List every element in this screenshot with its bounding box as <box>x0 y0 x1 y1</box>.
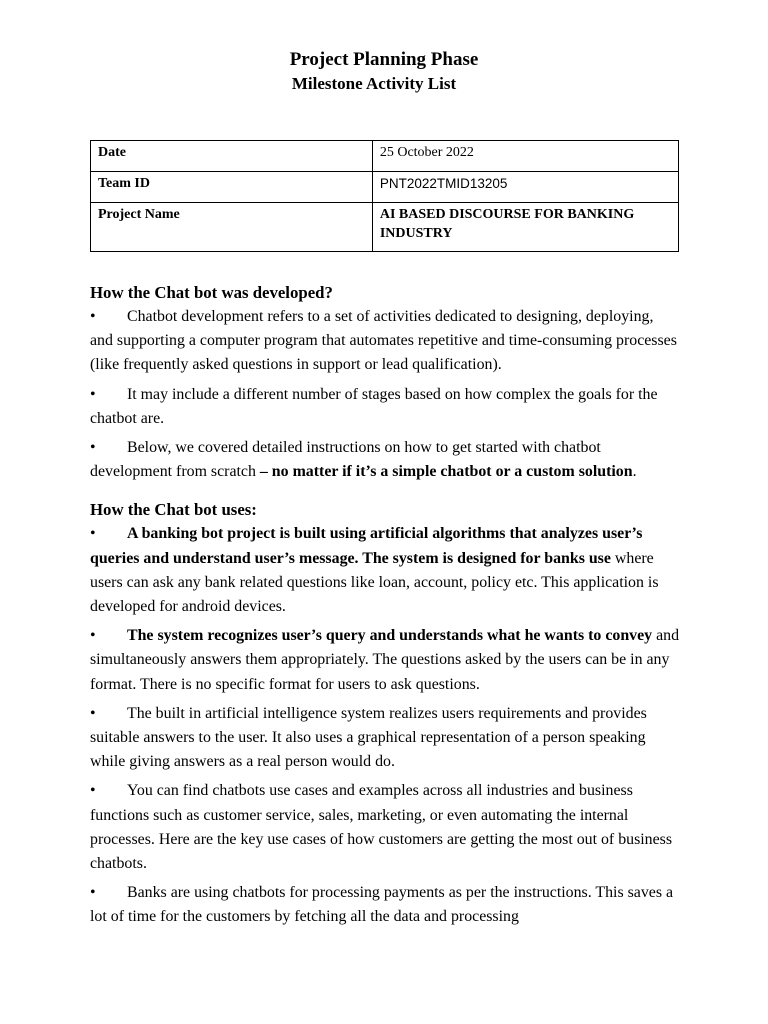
table-row-date <box>91 141 679 172</box>
bullet-icon: • <box>90 385 96 403</box>
paragraph-text: where users can ask any bank related questions like loan, account, policy etc. This application is developed for android devices. <box>90 549 659 616</box>
paragraph-text: Banks are using chatbots for processing payments as per the instructions. This saves a lot of time for the customers by fetching all the data and processing <box>90 884 674 926</box>
section-heading-development: How the Chat bot was developed? <box>90 283 333 302</box>
document-body <box>90 281 680 935</box>
document-subtitle: Milestone Activity List <box>291 74 457 93</box>
paragraph-development-3 <box>90 436 680 484</box>
table-row-team-id <box>91 172 679 203</box>
date-label: Date <box>91 141 373 172</box>
bullet-icon: • <box>90 308 96 325</box>
paragraph-bold-text: The system recognizes user’s query and understands what he wants to convey <box>127 627 653 645</box>
paragraph-uses-1 <box>90 522 680 619</box>
bullet-icon: • <box>90 627 96 645</box>
paragraph-bold-text: – no matter if it’s a simple chatbot or a custom solution <box>259 463 633 481</box>
paragraph-uses-2 <box>90 624 680 697</box>
team-id-label: Team ID <box>91 172 373 203</box>
paragraph-text: It may include a different number of stages based on how complex the goals for the chatbot are. <box>90 385 658 427</box>
paragraph-development-2 <box>90 383 680 431</box>
paragraph-text: Below, we covered detailed instructions on how to get started with chatbot development from scratch <box>90 439 601 481</box>
paragraph-text-end: . <box>632 463 637 481</box>
paragraph-development-1 <box>90 305 680 378</box>
section-heading-uses: How the Chat bot uses: <box>90 500 257 520</box>
bullet-icon: • <box>90 704 96 722</box>
paragraph-text: The built in artificial intelligence system realizes users requirements and provides suitable answers to the user. It also uses a graphical representation of a person speaking while giving answers as a real person would do. <box>90 704 647 771</box>
paragraph-text: and simultaneously answers them appropriately. The questions asked by the users can be in any format. There is no specific format for users to ask questions. <box>90 627 680 693</box>
paragraph-text: You can find chatbots use cases and examples across all industries and business functions such as customer service, sales, marketing, or even automating the internal processes. Here are the key use cases of how customers are getting the most out of business chatbots. <box>90 782 673 873</box>
project-name-label: Project Name <box>91 203 373 252</box>
document-title: Project Planning Phase <box>289 49 479 70</box>
team-id-value: PNT2022TMID13205 <box>372 172 678 203</box>
paragraph-bold-text: A banking bot project is built using artificial algorithms that analyzes user’s queries and understand user’s message. The system is designed for banks use <box>90 525 643 567</box>
paragraph-uses-5 <box>90 881 680 929</box>
date-value: 25 October 2022 <box>372 141 678 172</box>
project-name-value: AI BASED DISCOURSE FOR BANKING INDUSTRY <box>372 203 678 252</box>
paragraph-uses-3 <box>90 702 680 775</box>
paragraph-uses-4 <box>90 779 680 876</box>
paragraph-text: Chatbot development refers to a set of activities dedicated to designing, deploying, and supporting a computer program that automates repetitive and time-consuming processes (like frequently asked questions in support or lead qualification). <box>90 308 677 374</box>
bullet-icon: • <box>90 884 96 902</box>
bullet-icon: • <box>90 439 96 457</box>
bullet-icon: • <box>90 525 96 543</box>
project-info-table <box>90 140 679 252</box>
bullet-icon: • <box>90 782 96 800</box>
table-row-project-name <box>91 203 679 252</box>
